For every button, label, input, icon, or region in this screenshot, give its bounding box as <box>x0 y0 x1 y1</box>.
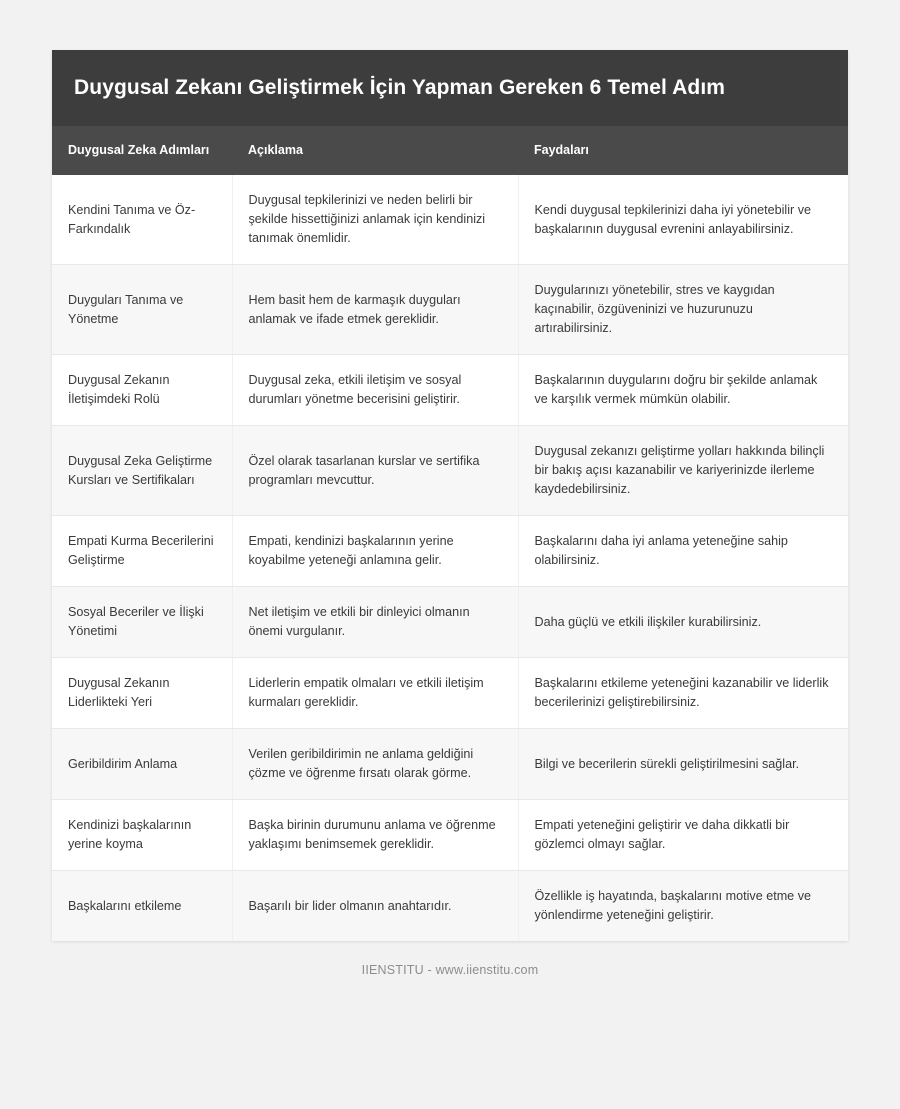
cell-benefit: Duygusal zekanızı geliştirme yolları hakkında bilinçli bir bakış açısı kazanabilir ve kariyerinizde ilerleme kaydedebilirsiniz. <box>518 426 848 516</box>
cell-step: Geribildirim Anlama <box>52 729 232 800</box>
cell-step: Kendinizi başkalarının yerine koyma <box>52 800 232 871</box>
cell-benefit: Kendi duygusal tepkilerinizi daha iyi yönetebilir ve başkalarının duygusal evrenini anlayabilirsiniz. <box>518 175 848 265</box>
cell-benefit: Empati yeteneğini geliştirir ve daha dikkatli bir gözlemci olmayı sağlar. <box>518 800 848 871</box>
table-row <box>52 355 848 426</box>
cell-step: Başkalarını etkileme <box>52 871 232 942</box>
cell-benefit: Daha güçlü ve etkili ilişkiler kurabilirsiniz. <box>518 587 848 658</box>
cell-step: Empati Kurma Becerilerini Geliştirme <box>52 516 232 587</box>
table-row <box>52 587 848 658</box>
footer-attribution: IIENSTITU - www.iienstitu.com <box>361 963 539 977</box>
cell-description: Empati, kendinizi başkalarının yerine koyabilme yeteneği anlamına gelir. <box>232 516 518 587</box>
table-row <box>52 871 848 942</box>
cell-step: Sosyal Beceriler ve İlişki Yönetimi <box>52 587 232 658</box>
cell-benefit: Başkalarının duygularını doğru bir şekilde anlamak ve karşılık vermek mümkün olabilir. <box>518 355 848 426</box>
table-row <box>52 729 848 800</box>
cell-description: Hem basit hem de karmaşık duyguları anlamak ve ifade etmek gereklidir. <box>232 265 518 355</box>
table-row <box>52 175 848 265</box>
cell-step: Duygusal Zeka Geliştirme Kursları ve Sertifikaları <box>52 426 232 516</box>
page-title: Duygusal Zekanı Geliştirmek İçin Yapman Gereken 6 Temel Adım <box>74 76 726 99</box>
cell-step: Kendini Tanıma ve Öz-Farkındalık <box>52 175 232 265</box>
cell-description: Net iletişim ve etkili bir dinleyici olmanın önemi vurgulanır. <box>232 587 518 658</box>
cell-benefit: Bilgi ve becerilerin sürekli geliştirilmesini sağlar. <box>518 729 848 800</box>
column-header-steps: Duygusal Zeka Adımları <box>52 126 232 175</box>
table-body <box>52 175 848 941</box>
table-header-row <box>52 126 848 175</box>
cell-step: Duygusal Zekanın İletişimdeki Rolü <box>52 355 232 426</box>
content-card <box>52 50 848 941</box>
table-row <box>52 265 848 355</box>
cell-benefit: Başkalarını etkileme yeteneğini kazanabilir ve liderlik becerilerinizi geliştirebilirsiniz. <box>518 658 848 729</box>
cell-description: Liderlerin empatik olmaları ve etkili iletişim kurmaları gereklidir. <box>232 658 518 729</box>
cell-benefit: Duygularınızı yönetebilir, stres ve kaygıdan kaçınabilir, özgüveninizi ve huzurunuzu artırabilirsiniz. <box>518 265 848 355</box>
table-row <box>52 800 848 871</box>
cell-description: Duygusal tepkilerinizi ve neden belirli bir şekilde hissettiğinizi anlamak için kendinizi tanımak önemlidir. <box>232 175 518 265</box>
cell-description: Duygusal zeka, etkili iletişim ve sosyal durumları yönetme becerisini geliştirir. <box>232 355 518 426</box>
cell-description: Başka birinin durumunu anlama ve öğrenme yaklaşımı benimsemek gereklidir. <box>232 800 518 871</box>
column-header-benefits: Faydaları <box>518 126 848 175</box>
cell-description: Başarılı bir lider olmanın anahtarıdır. <box>232 871 518 942</box>
table-row <box>52 426 848 516</box>
table-header <box>52 126 848 175</box>
cell-description: Verilen geribildirimin ne anlama geldiğini çözme ve öğrenme fırsatı olarak görme. <box>232 729 518 800</box>
table-row <box>52 516 848 587</box>
table-row <box>52 658 848 729</box>
cell-benefit: Başkalarını daha iyi anlama yeteneğine sahip olabilirsiniz. <box>518 516 848 587</box>
column-header-description: Açıklama <box>232 126 518 175</box>
cell-benefit: Özellikle iş hayatında, başkalarını motive etme ve yönlendirme yeteneğini geliştirir. <box>518 871 848 942</box>
steps-table <box>52 126 848 941</box>
cell-step: Duygusal Zekanın Liderlikteki Yeri <box>52 658 232 729</box>
cell-step: Duyguları Tanıma ve Yönetme <box>52 265 232 355</box>
title-bar <box>52 50 848 126</box>
cell-description: Özel olarak tasarlanan kurslar ve sertifika programları mevcuttur. <box>232 426 518 516</box>
